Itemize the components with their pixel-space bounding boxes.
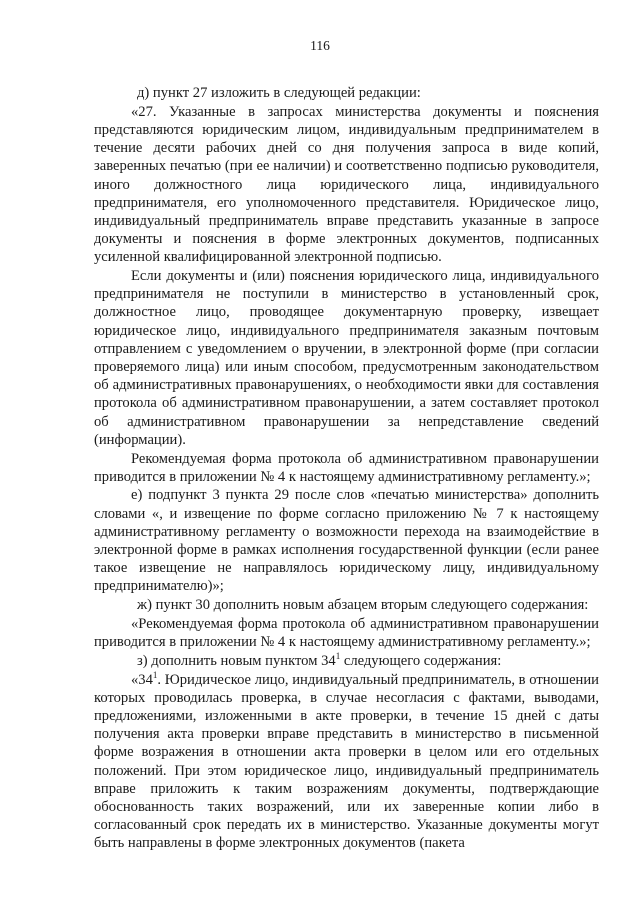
paragraph-item-z-text: з) дополнить новым пунктом 34 [137,652,336,669]
paragraph-point-34-1-number: «34 [131,671,153,688]
paragraph-point-30-addition: «Рекомендуемая форма протокола об административном правонарушении приводится в приложении № 4 к настоящему административному регламенту.»; [94,615,599,651]
superscript-mark: 1 [335,650,341,661]
paragraph-item-e: е) подпункт 3 пункта 29 после слов «печатью министерства» дополнить словами «, и извещение по форме согласно приложению № 7 к настоящему административному регламенту о возможности перехода на взаимодействие в электронной форме в рамках исполнения государственной функции (если ранее такое извещение не направлялось юридическому лицу, индивидуальному предпринимателю)»; [94,487,599,595]
paragraph-point-34-1-text: . Юридическое лицо, индивидуальный предприниматель, в отношении которых проводилась проверка, в случае несогласия с фактами, выводами, предложениями, изложенными в акте проверки, в течение 15 дней с даты получения акта проверки вправе представить в министерство в письменной форме возражения в отношении акта проверки в целом или его отдельных положений. При этом юридическое лицо, индивидуальный предприниматель вправе приложить к таким возражениям документы, подтверждающие обоснованность таких возражений, или их заверенные копии либо в согласованный срок передать их в министерство. Указанные документы могут быть направлены в форме электронных документов (пакета [94,671,599,852]
paragraph-item-d: д) пункт 27 изложить в следующей редакции: [137,85,421,101]
superscript-mark: 1 [152,669,158,680]
paragraph-item-z-text-end: следующего содержания: [340,652,502,669]
document-body [94,84,599,853]
paragraph-point-27-part-3: Рекомендуемая форма протокола об административном правонарушении приводится в приложении № 4 к настоящему административному регламенту.»; [94,450,599,485]
paragraph-item-zh: ж) пункт 30 дополнить новым абзацем вторым следующего содержания: [137,597,589,614]
paragraph-item-z [94,652,599,670]
paragraph-point-34-1 [94,671,599,853]
page-number: 116 [310,38,330,53]
paragraph-point-27-part-2: Если документы и (или) пояснения юридического лица, индивидуального предпринимателя не поступили в министерство в установленный срок, должностное лицо, проводящее документарную проверку, извещает юридическое лицо, индивидуального предпринимателя заказным почтовым отправлением с уведомлением о вручении, в электронной форме (при согласии проверяемого лица) или иным способом, предусмотренным законодательством об административных правонарушениях, о необходимости явки для составления протокола об административном правонарушении, а затем составляет протокол об административном правонарушении за непредставление сведений (информации). [94,268,599,448]
paragraph-point-27: «27. Указанные в запросах министерства документы и пояснения представляются юридическим лицом, индивидуальным предпринимателем в течение десяти рабочих дней со дня получения запроса в виде копий, заверенных печатью (при ее наличии) и соответственно подписью руководителя, иного должностного лица юридического лица, индивидуального предпринимателя, его уполномоченного представителя. Юридическое лицо, индивидуальный предприниматель вправе представить указанные в запросе документы и пояснения в форме электронных документов, подписанных усиленной квалифицированной электронной подписью. [94,103,599,266]
